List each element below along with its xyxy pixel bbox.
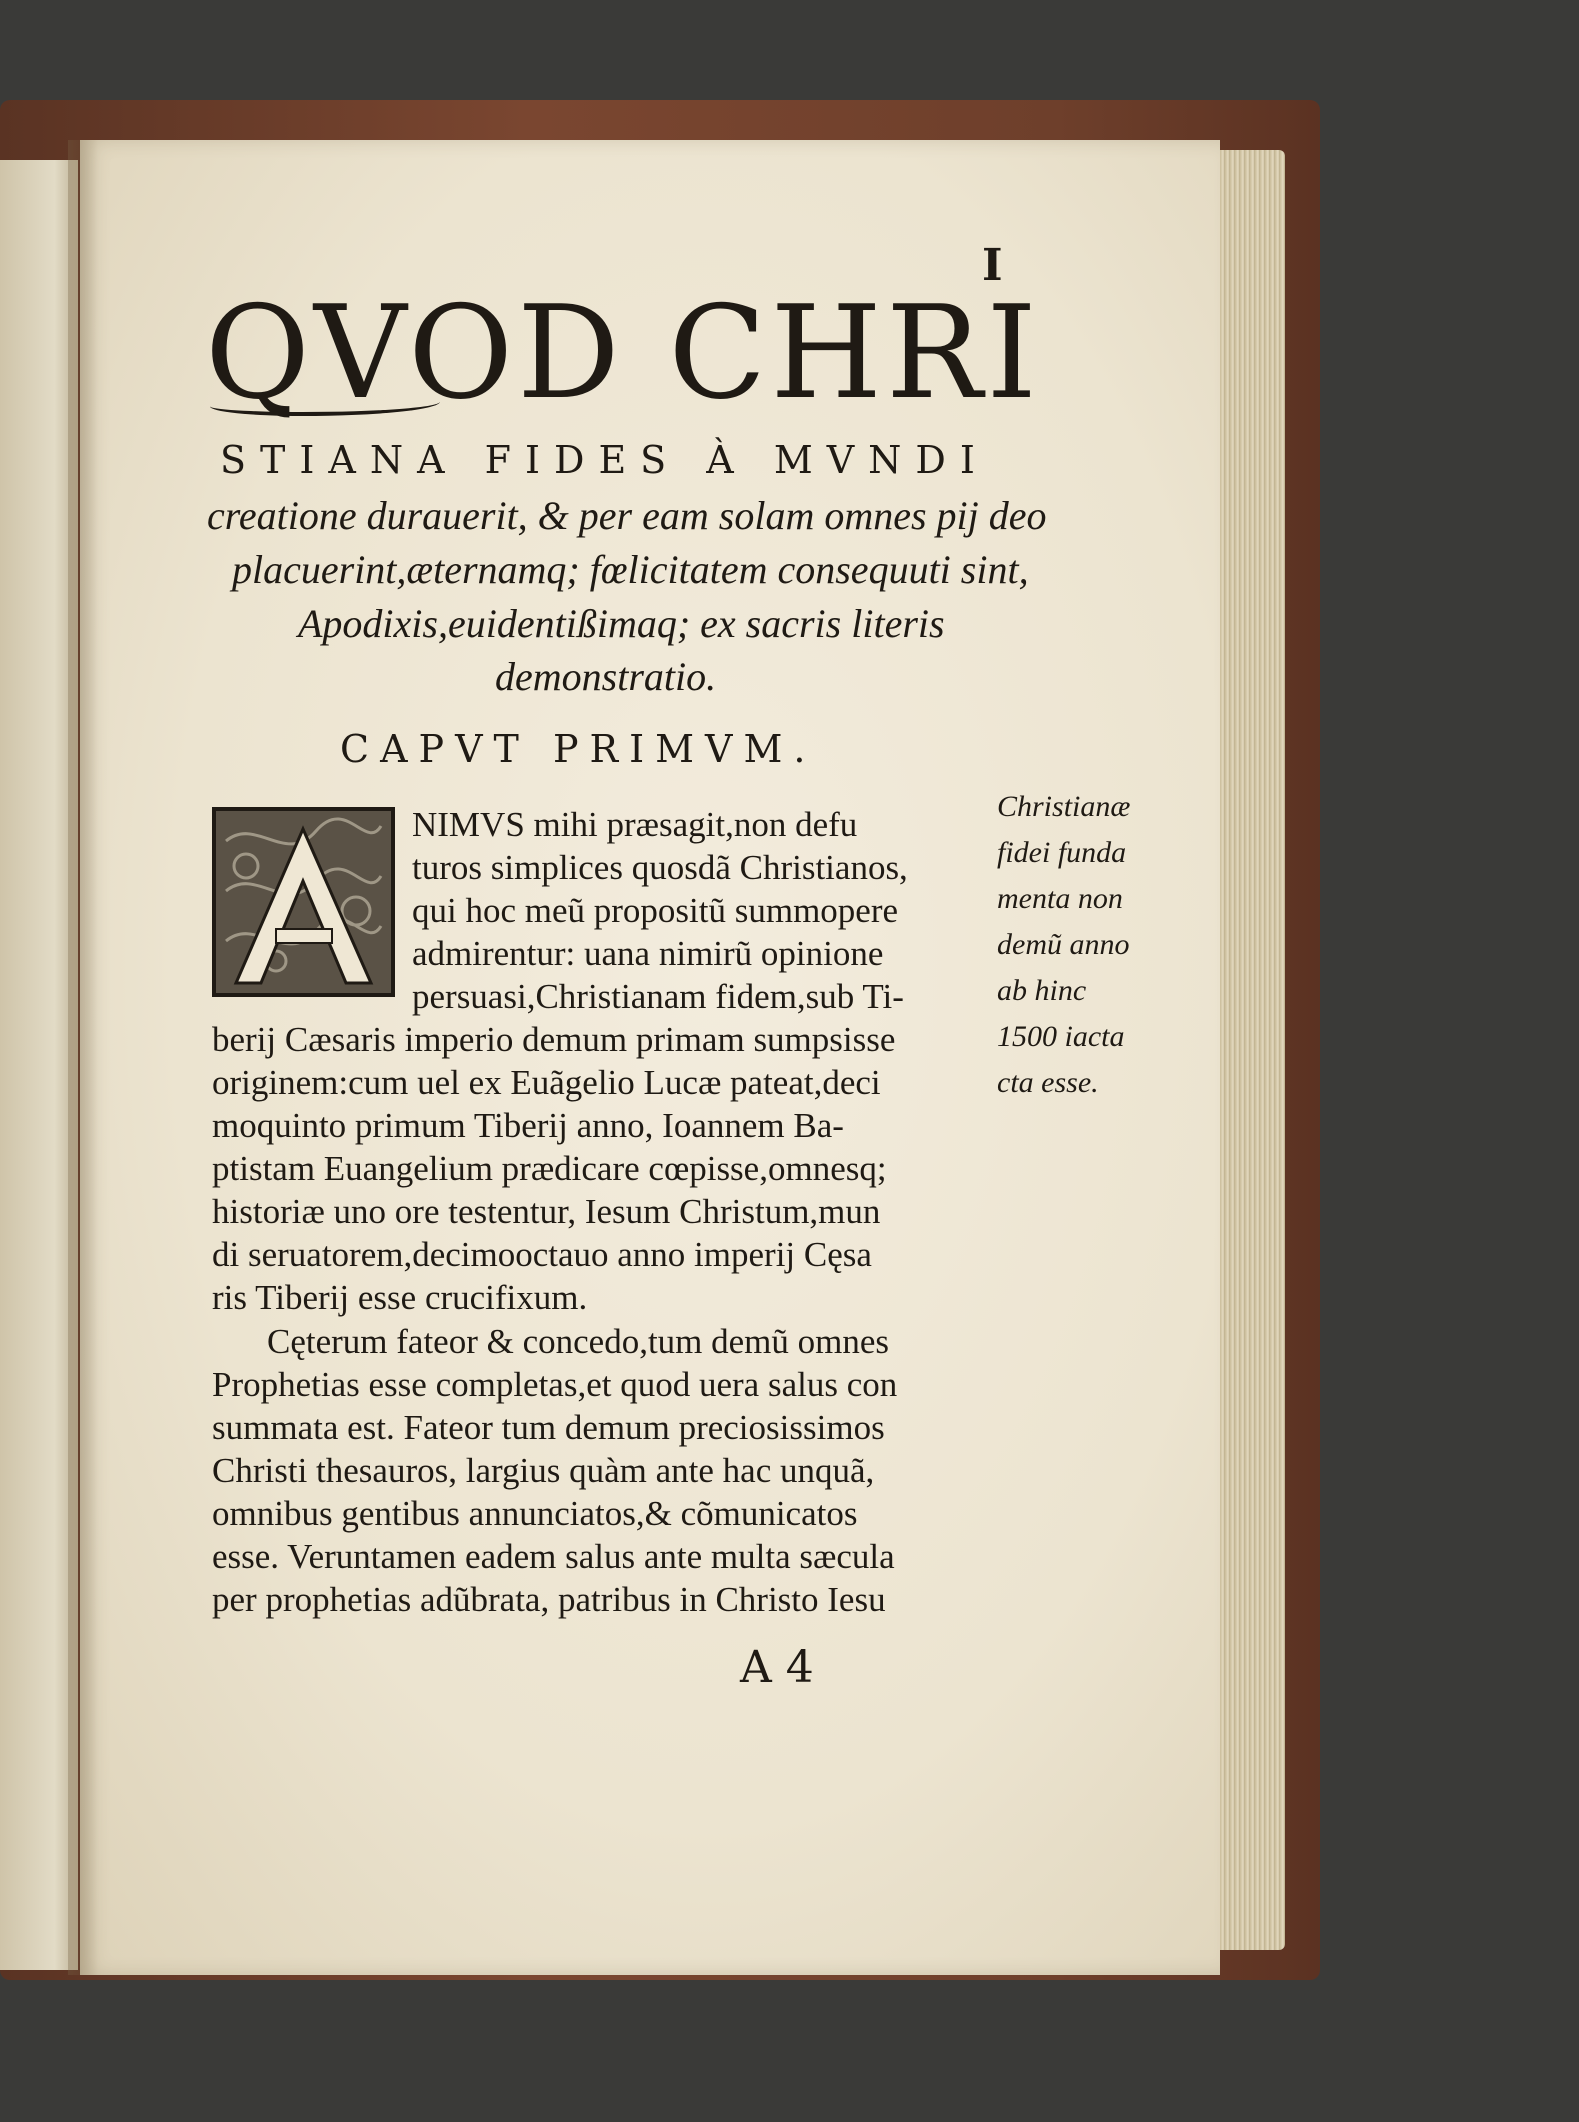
- subtitle-line-1: creatione durauerit, & per eam solam omnes pij deo: [207, 493, 1047, 538]
- left-page: [0, 160, 78, 1970]
- initial-ornament-icon: [216, 811, 391, 993]
- body-line-4: admirentur: uana nimirũ opinione: [412, 934, 884, 973]
- chapter-heading: CAPVT PRIMVM.: [340, 727, 817, 771]
- body-line-19: per prophetias adũbrata, patribus in Christo Iesu: [212, 1580, 886, 1619]
- body-line-1: NIMVS mihi præsagit,non defu: [412, 805, 858, 844]
- body-line-14: Prophetias esse completas,et quod uera salus con: [212, 1365, 898, 1404]
- body-line-6: berij Cæsaris imperio demum primam sumpsisse: [212, 1020, 896, 1059]
- margin-note-5: ab hinc: [997, 974, 1087, 1007]
- body-line-2: turos simplices quosdã Christianos,: [412, 848, 908, 887]
- body-line-7: originem:cum uel ex Euãgelio Lucæ pateat,deci: [212, 1063, 881, 1102]
- decorated-initial: [212, 807, 395, 997]
- subtitle-line-2: placuerint,æternamq; fœlicitatem consequuti sint,: [232, 547, 1029, 592]
- gutter-shadow: [68, 140, 98, 1975]
- margin-note-7: cta esse.: [997, 1066, 1099, 1099]
- body-line-15: summata est. Fateor tum demum preciosissimos: [212, 1408, 885, 1447]
- margin-note-2: fidei funda: [997, 836, 1127, 869]
- subtitle-line-4: demonstratio.: [495, 654, 717, 699]
- body-line-9: ptistam Euangelium prædicare cœpisse,omnesq;: [212, 1149, 887, 1188]
- body-line-12: ris Tiberij esse crucifixum.: [212, 1278, 588, 1317]
- margin-note-6: 1500 iacta: [997, 1020, 1125, 1053]
- body-line-13: Cęterum fateor & concedo,tum demũ omnes: [267, 1322, 890, 1361]
- margin-note-1: Christianæ: [997, 790, 1131, 823]
- body-line-5: persuasi,Christianam fidem,sub Ti-: [412, 977, 904, 1016]
- title-large: QVOD CHRI: [205, 279, 1041, 428]
- body-line-16: Christi thesauros, largius quàm ante hac unquã,: [212, 1451, 875, 1490]
- body-line-8: moquinto primum Tiberij anno, Ioannem Ba-: [212, 1106, 844, 1145]
- margin-note-3: menta non: [997, 882, 1123, 915]
- folio-number: I: [982, 240, 1003, 291]
- body-line-10: historiæ uno ore testentur, Iesum Christum,mun: [212, 1192, 881, 1231]
- subtitle-line-3: Apodixis,euidentißimaq; ex sacris literis: [298, 601, 945, 646]
- title-second-line: STIANA FIDES À MVNDI: [220, 438, 989, 482]
- body-line-3: qui hoc meũ propositũ summopere: [412, 891, 899, 930]
- body-line-17: omnibus gentibus annunciatos,& cõmunicatos: [212, 1494, 858, 1533]
- signature-mark: A 4: [740, 1642, 814, 1693]
- page-edges: [1210, 150, 1285, 1950]
- margin-note-4: demũ anno: [997, 928, 1130, 961]
- body-line-18: esse. Veruntamen eadem salus ante multa sæcula: [212, 1537, 895, 1576]
- body-line-11: di seruatorem,decimooctauo anno imperij Cęsa: [212, 1235, 872, 1274]
